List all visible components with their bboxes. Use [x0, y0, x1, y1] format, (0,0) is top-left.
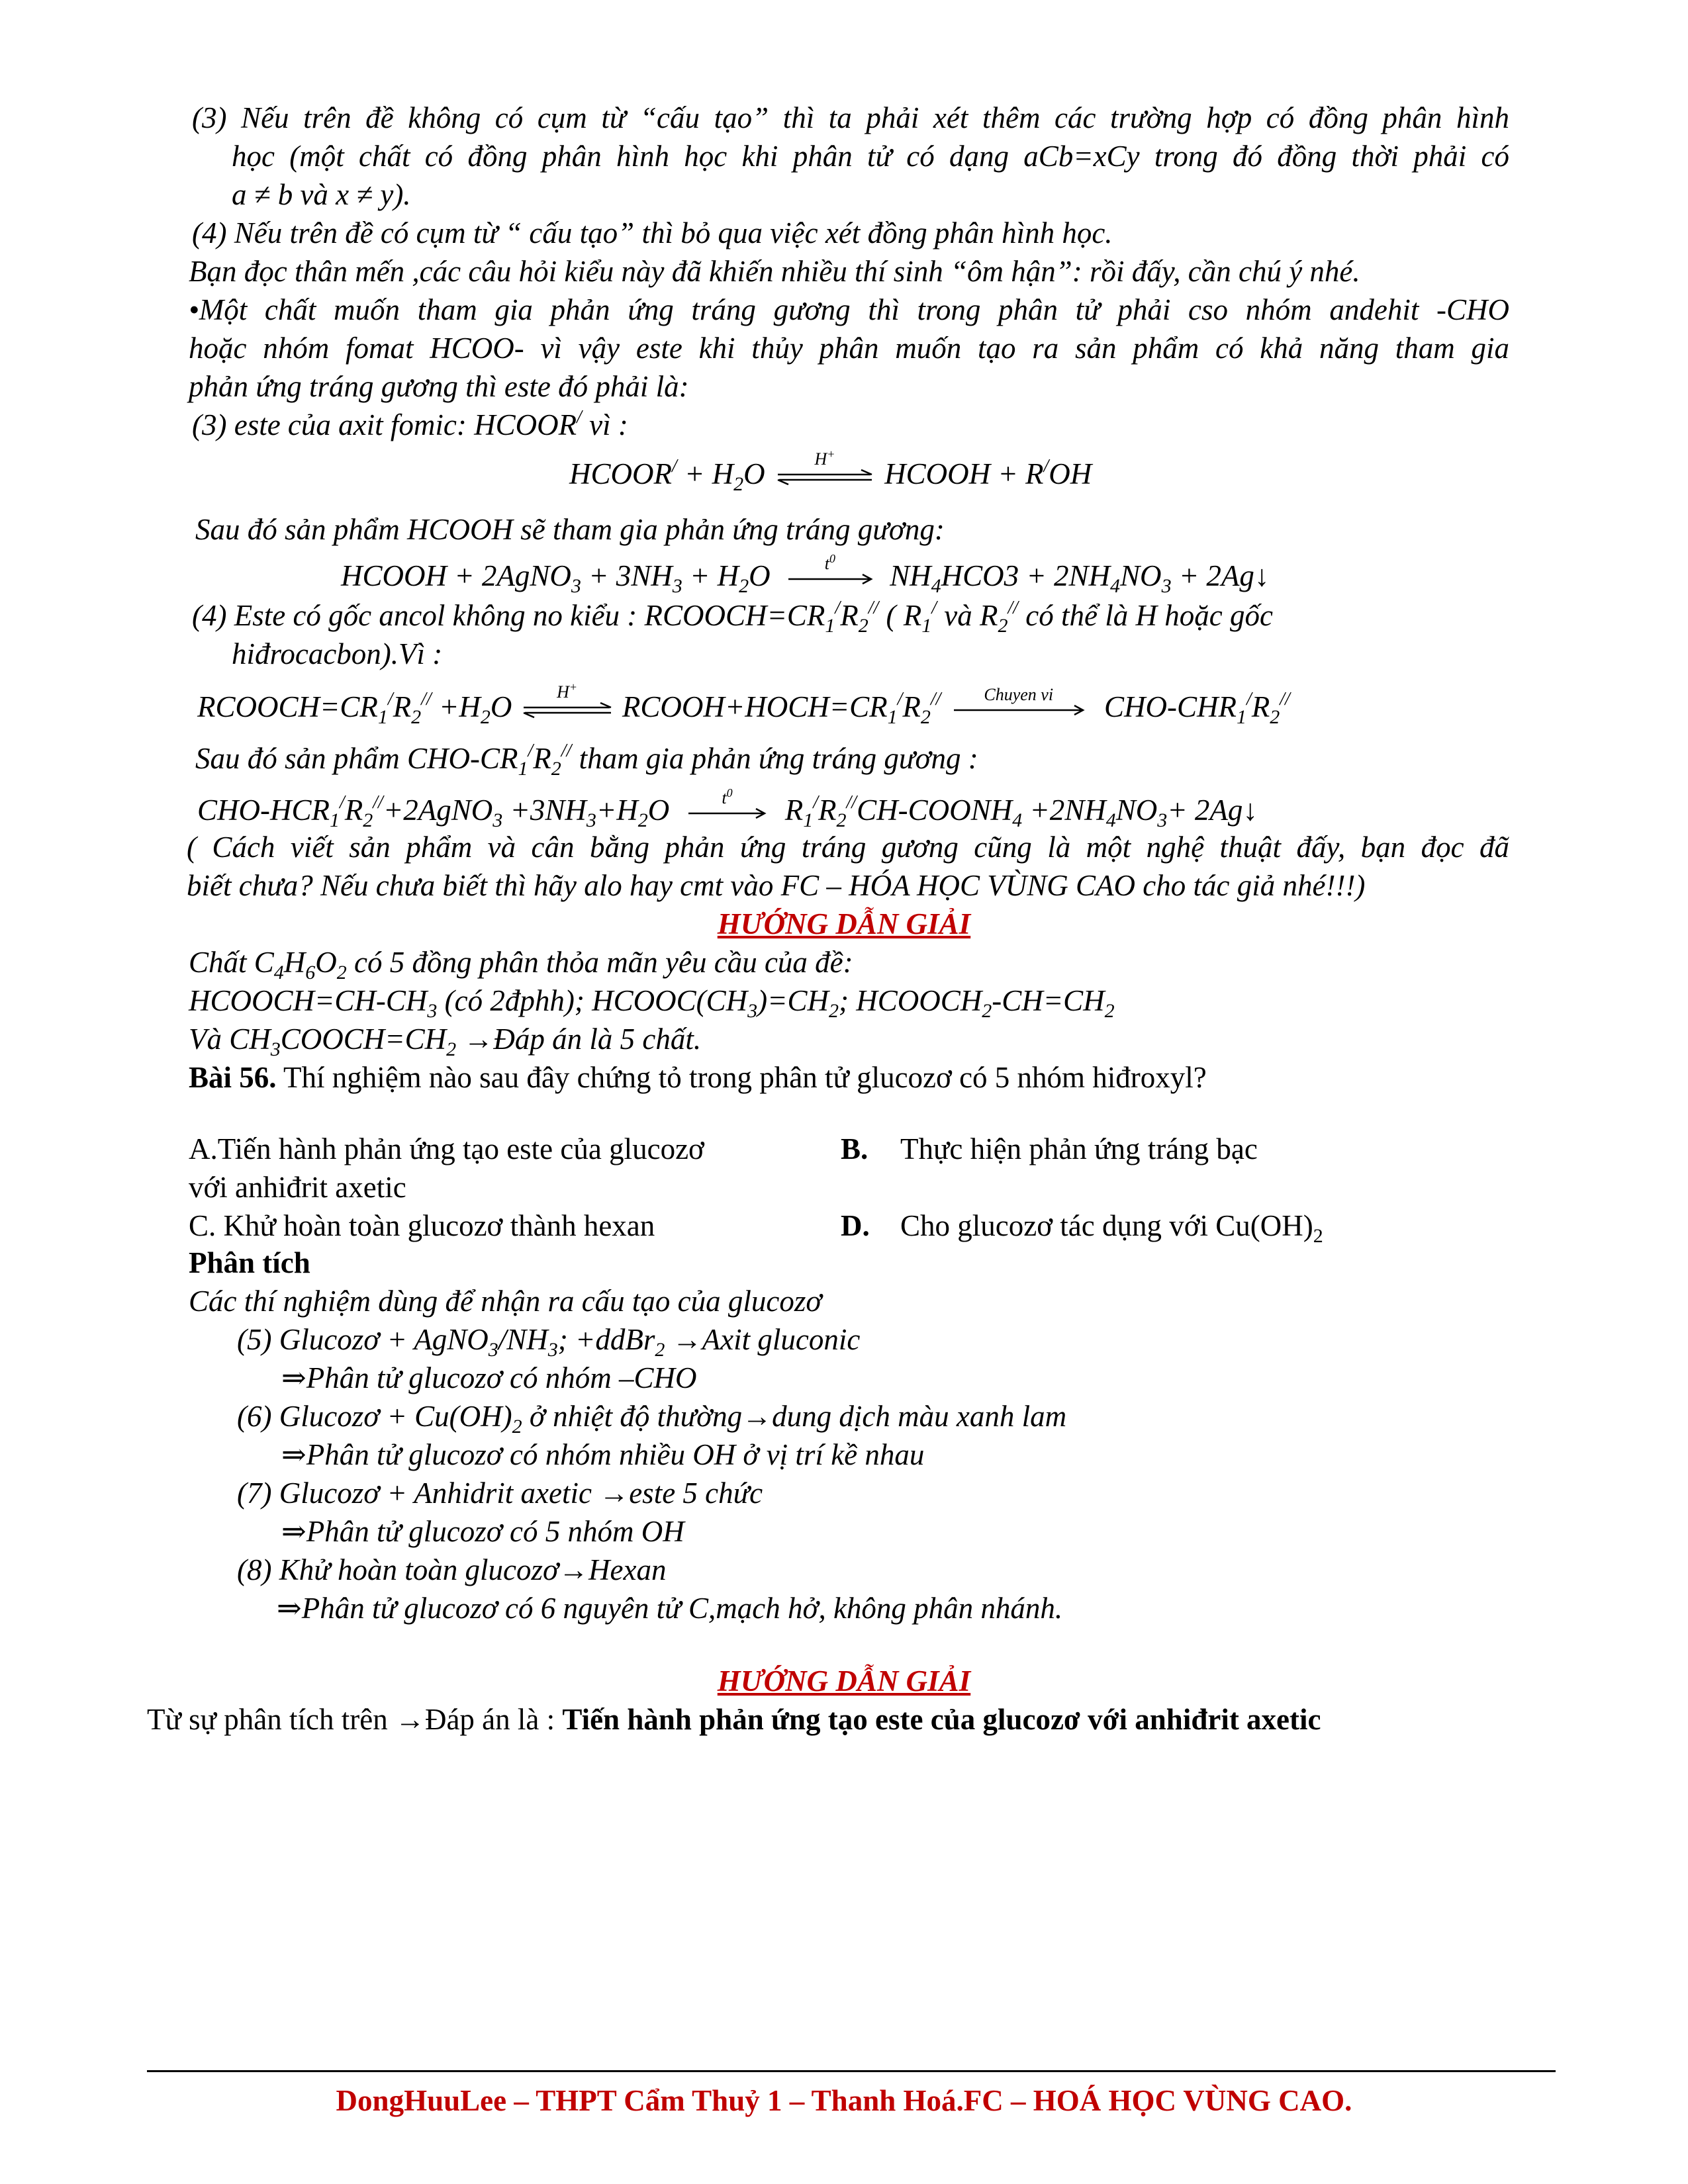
after-equation-3 [195, 740, 978, 780]
text: R [533, 742, 551, 775]
arrow-label: t [722, 788, 727, 807]
bullet-line-1: •Một chất muốn tham gia phản ứng tráng gương thì trong phân tử phải cso nhóm andehit -CHO [189, 293, 1509, 326]
text: (5) Glucozơ + AgNO [237, 1323, 489, 1356]
eq-sub: 3 [270, 1038, 281, 1060]
eq-sub: 4 [1105, 809, 1116, 831]
eq-term: R [818, 794, 837, 827]
eq-term: CHO-CHR [1103, 690, 1237, 723]
arrow-icon [687, 786, 767, 819]
eq-sub: 3 [427, 1000, 438, 1022]
eq-sub: 3 [1161, 575, 1172, 597]
text: ở nhiệt độ thường→dung dịch màu xanh lam [522, 1400, 1067, 1433]
eq-sub: 4 [273, 962, 284, 983]
analysis-title: Phân tích [189, 1246, 310, 1279]
eq-sub: 2 [836, 809, 847, 831]
text: (có 2đphh); HCOOC(CH [437, 984, 748, 1017]
eq-term: O [647, 794, 670, 827]
eq-term: +2NH [1022, 794, 1106, 827]
eq-term: +H [596, 794, 638, 827]
eq-sub: 2 [982, 1000, 992, 1022]
case-4-line-1 [192, 597, 1509, 637]
eq-term: O [743, 457, 765, 490]
option-b-text: Thực hiện phản ứng tráng bạc [900, 1132, 1258, 1165]
eq-sub: 3 [488, 1339, 498, 1361]
eq-prime: // [868, 598, 879, 618]
eq-term: HCOOH + R [884, 457, 1044, 490]
eq-term: +3NH [502, 794, 586, 827]
eq-sub: 3 [492, 809, 503, 831]
eq-term: R [784, 794, 804, 827]
prime-mark: / [577, 407, 582, 428]
note-3-line-3: a ≠ b và x ≠ y). [232, 178, 411, 211]
eq-sub: 3 [547, 1339, 558, 1361]
option-d-text [900, 1207, 1323, 1247]
eq-prime: / [931, 598, 937, 618]
eq-prime: // [930, 689, 941, 709]
arrow-label: Chuyen vi [984, 684, 1054, 704]
eq-sub: 1 [803, 809, 814, 831]
eq-term: NO [1120, 559, 1162, 592]
footer-divider [147, 2070, 1556, 2072]
eq-sub: 4 [1012, 809, 1023, 831]
eq-prime: / [528, 741, 534, 761]
arrow-icon [953, 684, 1085, 715]
equation-2 [341, 551, 1270, 597]
experiment-5 [237, 1321, 861, 1361]
eq-sub: 1 [1236, 706, 1246, 728]
arrow-label-sup: + [569, 680, 578, 694]
note-3-line-2: học (một chất có đồng phân hình học khi phân tử có dạng aCb=xCy trong đó đồng thời phải có [232, 140, 1509, 173]
eq-sub: 1 [330, 809, 340, 831]
arrow-label: H [814, 449, 827, 469]
answer-text: Tiến hành phản ứng tạo este của glucozơ với anhiđrit axetic [562, 1703, 1321, 1736]
text: tham gia phản ứng tráng gương : [571, 742, 978, 775]
eq-term: +2AgNO [383, 794, 493, 827]
option-d-label: D. [841, 1209, 870, 1242]
case-3-text: (3) este của axit fomic: HCOOR [192, 408, 577, 441]
eq-sub: 1 [518, 758, 528, 780]
eq-sub: 2 [551, 758, 561, 780]
eq-sub: 2 [858, 615, 868, 637]
question-56 [189, 1059, 1207, 1096]
case-4-line-2: hiđrocacbon).Vì : [232, 637, 443, 670]
reversible-arrow-icon [521, 680, 614, 718]
eq-prime: // [373, 792, 383, 813]
eq-term: CHO-HCR [197, 794, 330, 827]
solution-1-line-3 [189, 1021, 701, 1058]
eq-term: +H [431, 690, 481, 723]
eq-term: R [902, 690, 921, 723]
text: -CH=CH [992, 984, 1105, 1017]
case-4-text: (4) Este có gốc ancol không no kiểu : RCOOCH=CR [192, 599, 825, 632]
text: )=CH [757, 984, 829, 1017]
eq-prime: // [1008, 598, 1019, 618]
text: ; +ddBr [557, 1323, 655, 1356]
bullet-line-2: hoặc nhóm fomat HCOO- vì vậy este khi thủy phân muốn tạo ra sản phẩm có khả năng tham gia [189, 332, 1509, 365]
eq-term: O [490, 690, 512, 723]
case-4-text: R [840, 599, 859, 632]
solution-heading-1: HƯỚNG DẪN GIẢI [717, 907, 971, 940]
eq-term: O [749, 559, 771, 592]
eq-sub: 2 [512, 1416, 522, 1437]
equation-4 [197, 786, 1258, 831]
eq-sub: 2 [920, 706, 931, 728]
eq-prime: / [813, 792, 819, 813]
eq-sub: 2 [1270, 706, 1280, 728]
eq-prime: // [561, 741, 572, 761]
result-5: ⇒Phân tử glucozơ có nhóm –CHO [281, 1361, 697, 1394]
experiment-8: (8) Khử hoàn toàn glucozơ→Hexan [237, 1553, 667, 1586]
result-7: ⇒Phân tử glucozơ có 5 nhóm OH [281, 1515, 684, 1548]
solution-1-line-2 [189, 982, 1115, 1022]
arrow-label: H [557, 682, 569, 702]
eq-prime: / [1043, 456, 1049, 477]
text: ; HCOOCH [838, 984, 982, 1017]
eq-sub: 2 [336, 962, 347, 983]
option-a-line-1: A.Tiến hành phản ứng tạo este của glucozơ [189, 1132, 704, 1165]
arrow-label-sup: 0 [829, 551, 835, 565]
case-4-text: có thể là H hoặc gốc [1018, 599, 1273, 632]
text: →Axit gluconic [665, 1323, 861, 1356]
result-8: ⇒Phân tử glucozơ có 6 nguyên tử C,mạch hở, không phân nhánh. [277, 1592, 1063, 1625]
eq-sub: 4 [931, 575, 941, 597]
eq-prime: // [421, 689, 432, 709]
case-3-heading [192, 406, 628, 443]
equation-1 [569, 447, 1092, 495]
note-4: (4) Nếu trên đề có cụm từ “ cấu tạo” thì bỏ qua việc xét đồng phân hình học. [192, 216, 1113, 250]
eq-term: HCOOH + 2AgNO [341, 559, 571, 592]
solution-heading-2: HƯỚNG DẪN GIẢI [717, 1664, 971, 1698]
eq-term: R [393, 690, 412, 723]
eq-sub: 3 [586, 809, 596, 831]
eq-prime: / [672, 456, 677, 477]
eq-sub: 2 [998, 615, 1008, 637]
note-line-1: ( Cách viết sản phẩm và cân bằng phản ứng tráng gương cũng là một nghệ thuật đấy, bạn đọc đã [187, 831, 1509, 864]
question-text: Thí nghiệm nào sau đây chứng tỏ trong phân tử glucozơ có 5 nhóm hiđroxyl? [276, 1061, 1207, 1094]
eq-sub: 1 [377, 706, 388, 728]
arrow-icon [787, 551, 873, 584]
eq-term: R [1251, 690, 1270, 723]
reversible-arrow-icon [775, 447, 874, 485]
case-3-text-end: vì : [581, 408, 628, 441]
experiment-7: (7) Glucozơ + Anhidrit axetic →este 5 chức [237, 1477, 763, 1510]
case-4-text: và R [937, 599, 998, 632]
text: HCOOCH=CH-CH [189, 984, 428, 1017]
eq-sub: 1 [825, 615, 835, 637]
eq-prime: / [897, 689, 903, 709]
eq-sub: 2 [637, 809, 648, 831]
text: COOCH=CH [280, 1023, 447, 1056]
eq-sub: 3 [571, 575, 581, 597]
eq-sub: 2 [446, 1038, 457, 1060]
eq-sub: 2 [1104, 1000, 1115, 1022]
option-b-label: B. [841, 1132, 868, 1165]
eq-term: NO [1115, 794, 1158, 827]
note-3-line-1: (3) Nếu trên đề không có cụm từ “cấu tạo” thì ta phải xét thêm các trường hợp có đồng phân hình [192, 101, 1509, 134]
text: Chất C [189, 946, 274, 979]
eq-term: R [344, 794, 363, 827]
result-6: ⇒Phân tử glucozơ có nhóm nhiều OH ở vị trí kề nhau [281, 1438, 925, 1471]
eq-sub: 2 [411, 706, 422, 728]
eq-term: HCOOR [569, 457, 672, 490]
eq-term: + 3NH [581, 559, 673, 592]
footer-text: DongHuuLee – THPT Cẩm Thuỷ 1 – Thanh Hoá.FC – HOÁ HỌC VÙNG CAO. [336, 2084, 1352, 2117]
eq-sub: 1 [921, 615, 932, 637]
eq-sub: 2 [480, 706, 491, 728]
eq-term: OH [1049, 457, 1092, 490]
eq-prime: / [387, 689, 393, 709]
equation-3 [197, 680, 1290, 728]
text: H [283, 946, 306, 979]
eq-sub: 2 [733, 473, 744, 495]
eq-prime: / [835, 598, 841, 618]
analysis-intro: Các thí nghiệm dùng để nhận ra cấu tạo của glucozơ [189, 1285, 822, 1318]
eq-sub: 3 [747, 1000, 758, 1022]
arrow-label-sup: 0 [726, 786, 733, 799]
eq-sub: 4 [1110, 575, 1121, 597]
text: →Đáp án là 5 chất. [456, 1023, 702, 1056]
arrow-label-sup: + [827, 447, 835, 461]
experiment-6 [237, 1398, 1066, 1435]
eq-sub: 3 [1157, 809, 1168, 831]
eq-prime: / [1246, 689, 1252, 709]
final-answer [147, 1701, 1321, 1738]
eq-prime: // [846, 792, 857, 813]
eq-sub: 6 [305, 962, 316, 983]
eq-term: NH [890, 559, 931, 592]
eq-term: CH-COONH [857, 794, 1013, 827]
eq-sub: 2 [739, 575, 749, 597]
eq-sub: 1 [887, 706, 898, 728]
eq-sub: 2 [363, 809, 373, 831]
eq-term: RCOOCH=CR [197, 690, 378, 723]
text: /NH [498, 1323, 548, 1356]
eq-term: + H [677, 457, 734, 490]
text: (6) Glucozơ + Cu(OH) [237, 1400, 512, 1433]
after-equation-1: Sau đó sản phẩm HCOOH sẽ tham gia phản ứng tráng gương: [195, 513, 945, 546]
text: Sau đó sản phẩm CHO-CR [195, 742, 518, 775]
question-label: Bài 56. [189, 1061, 277, 1094]
eq-term: + H [682, 559, 739, 592]
text: Và CH [189, 1023, 271, 1056]
eq-term: RCOOH+HOCH=CR [622, 690, 888, 723]
eq-sub: 2 [1313, 1225, 1323, 1247]
bullet-line-3: phản ứng tráng gương thì este đó phải là: [189, 370, 689, 403]
text: Cho glucozơ tác dụng với Cu(OH) [900, 1209, 1313, 1242]
eq-term: + 2Ag↓ [1171, 559, 1270, 592]
option-c-text: C. Khử hoàn toàn glucozơ thành hexan [189, 1209, 655, 1242]
eq-term: HCO3 + 2NH [941, 559, 1111, 592]
eq-sub: 2 [655, 1339, 665, 1361]
eq-prime: // [1280, 689, 1290, 709]
eq-sub: 3 [672, 575, 682, 597]
eq-prime: / [340, 792, 345, 813]
eq-sub: 2 [828, 1000, 839, 1022]
text: O [315, 946, 337, 979]
note-line-2: biết chưa? Nếu chưa biết thì hãy alo hay cmt vào FC – HÓA HỌC VÙNG CAO cho tác giả nhé!!!) [187, 869, 1366, 902]
eq-term: + 2Ag↓ [1167, 794, 1258, 827]
text: có 5 đồng phân thỏa mãn yêu cầu của đề: [346, 946, 853, 979]
solution-1-line-1 [189, 944, 853, 981]
case-4-text: ( R [878, 599, 922, 632]
arrow-label: t [824, 553, 829, 573]
option-a-line-2: với anhiđrit axetic [189, 1171, 406, 1204]
reader-note: Bạn đọc thân mến ,các câu hỏi kiểu này đã khiến nhiều thí sinh “ôm hận”: rồi đấy, cần chú ý nhé. [189, 255, 1360, 288]
text: Từ sự phân tích trên →Đáp án là : [147, 1703, 563, 1736]
